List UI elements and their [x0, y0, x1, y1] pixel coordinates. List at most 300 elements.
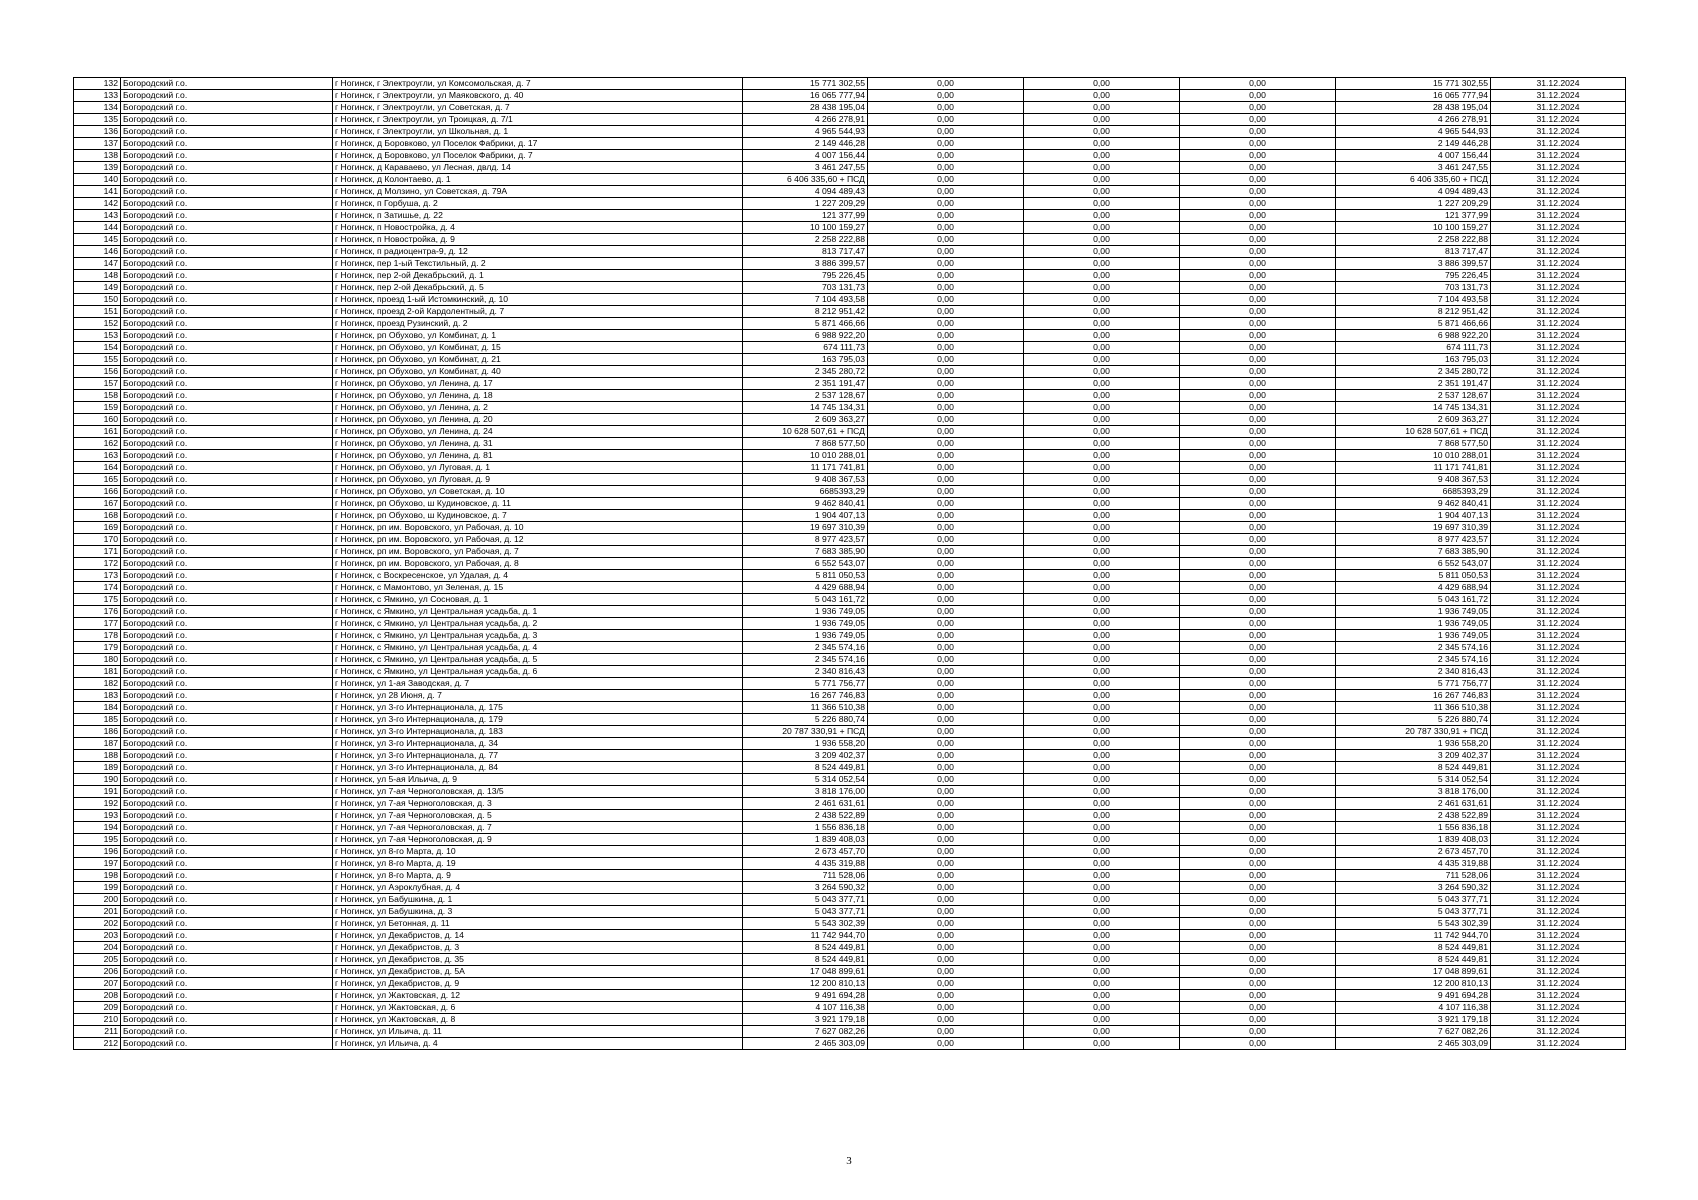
row-number: 204 [74, 942, 121, 954]
address-cell: г Ногинск, д Колонтаево, д. 1 [333, 174, 743, 186]
zero-cell: 0,00 [1024, 150, 1180, 162]
total-cell: 4 007 156,44 [743, 150, 868, 162]
zero-cell: 0,00 [1180, 726, 1336, 738]
zero-cell: 0,00 [1024, 210, 1180, 222]
row-number: 197 [74, 858, 121, 870]
zero-cell: 0,00 [1024, 186, 1180, 198]
zero-cell: 0,00 [1024, 486, 1180, 498]
amount-cell: 1 904 407,13 [1336, 510, 1491, 522]
date-cell: 31.12.2024 [1491, 114, 1626, 126]
zero-cell: 0,00 [1024, 810, 1180, 822]
zero-cell: 0,00 [1024, 846, 1180, 858]
total-cell: 1 936 749,05 [743, 606, 868, 618]
zero-cell: 0,00 [868, 774, 1024, 786]
table-row [74, 954, 1626, 966]
zero-cell: 0,00 [1180, 582, 1336, 594]
address-cell: г Ногинск, п Затишье, д. 22 [333, 210, 743, 222]
row-number: 169 [74, 522, 121, 534]
zero-cell: 0,00 [868, 786, 1024, 798]
zero-cell: 0,00 [1024, 306, 1180, 318]
zero-cell: 0,00 [1180, 306, 1336, 318]
total-cell: 9 462 840,41 [743, 498, 868, 510]
district-cell: Богородский г.о. [121, 750, 333, 762]
zero-cell: 0,00 [1024, 222, 1180, 234]
date-cell: 31.12.2024 [1491, 1026, 1626, 1038]
district-cell: Богородский г.о. [121, 978, 333, 990]
address-cell: г Ногинск, рп Обухово, ул Луговая, д. 1 [333, 462, 743, 474]
address-cell: г Ногинск, ул 3-го Интернационала, д. 84 [333, 762, 743, 774]
amount-cell: 17 048 899,61 [1336, 966, 1491, 978]
table-row [74, 330, 1626, 342]
table-row [74, 678, 1626, 690]
table-row [74, 294, 1626, 306]
zero-cell: 0,00 [1024, 282, 1180, 294]
table-row [74, 702, 1626, 714]
amount-cell: 9 408 367,53 [1336, 474, 1491, 486]
row-number: 173 [74, 570, 121, 582]
zero-cell: 0,00 [1024, 558, 1180, 570]
zero-cell: 0,00 [868, 498, 1024, 510]
amount-cell: 3 818 176,00 [1336, 786, 1491, 798]
total-cell: 8 977 423,57 [743, 534, 868, 546]
total-cell: 5 871 466,66 [743, 318, 868, 330]
date-cell: 31.12.2024 [1491, 210, 1626, 222]
zero-cell: 0,00 [1180, 678, 1336, 690]
date-cell: 31.12.2024 [1491, 570, 1626, 582]
date-cell: 31.12.2024 [1491, 798, 1626, 810]
zero-cell: 0,00 [1180, 786, 1336, 798]
table-row [74, 726, 1626, 738]
district-cell: Богородский г.о. [121, 558, 333, 570]
zero-cell: 0,00 [1180, 846, 1336, 858]
row-number: 208 [74, 990, 121, 1002]
zero-cell: 0,00 [868, 642, 1024, 654]
zero-cell: 0,00 [1024, 342, 1180, 354]
district-cell: Богородский г.о. [121, 666, 333, 678]
zero-cell: 0,00 [1180, 978, 1336, 990]
district-cell: Богородский г.о. [121, 1038, 333, 1050]
zero-cell: 0,00 [868, 378, 1024, 390]
address-cell: г Ногинск, ул 8-го Марта, д. 9 [333, 870, 743, 882]
zero-cell: 0,00 [1024, 162, 1180, 174]
zero-cell: 0,00 [868, 390, 1024, 402]
amount-cell: 3 461 247,55 [1336, 162, 1491, 174]
total-cell: 674 111,73 [743, 342, 868, 354]
amount-cell: 4 429 688,94 [1336, 582, 1491, 594]
district-cell: Богородский г.о. [121, 858, 333, 870]
row-number: 198 [74, 870, 121, 882]
zero-cell: 0,00 [868, 690, 1024, 702]
total-cell: 2 345 574,16 [743, 654, 868, 666]
table-row [74, 510, 1626, 522]
row-number: 206 [74, 966, 121, 978]
zero-cell: 0,00 [1180, 522, 1336, 534]
address-cell: г Ногинск, пер 2-ой Декабрьский, д. 5 [333, 282, 743, 294]
amount-cell: 20 787 330,91 + ПСД [1336, 726, 1491, 738]
date-cell: 31.12.2024 [1491, 606, 1626, 618]
row-number: 137 [74, 138, 121, 150]
zero-cell: 0,00 [868, 102, 1024, 114]
date-cell: 31.12.2024 [1491, 726, 1626, 738]
table-row [74, 414, 1626, 426]
date-cell: 31.12.2024 [1491, 318, 1626, 330]
row-number: 211 [74, 1026, 121, 1038]
date-cell: 31.12.2024 [1491, 294, 1626, 306]
district-cell: Богородский г.о. [121, 738, 333, 750]
row-number: 178 [74, 630, 121, 642]
date-cell: 31.12.2024 [1491, 882, 1626, 894]
table-row [74, 654, 1626, 666]
district-cell: Богородский г.о. [121, 990, 333, 1002]
table-row [74, 126, 1626, 138]
total-cell: 2 537 128,67 [743, 390, 868, 402]
date-cell: 31.12.2024 [1491, 762, 1626, 774]
date-cell: 31.12.2024 [1491, 150, 1626, 162]
amount-cell: 15 771 302,55 [1336, 78, 1491, 90]
table-row [74, 786, 1626, 798]
table-row [74, 162, 1626, 174]
district-cell: Богородский г.о. [121, 450, 333, 462]
table-row [74, 522, 1626, 534]
total-cell: 5 543 302,39 [743, 918, 868, 930]
zero-cell: 0,00 [1024, 798, 1180, 810]
zero-cell: 0,00 [1024, 414, 1180, 426]
date-cell: 31.12.2024 [1491, 510, 1626, 522]
amount-cell: 5 226 880,74 [1336, 714, 1491, 726]
amount-cell: 10 100 159,27 [1336, 222, 1491, 234]
row-number: 146 [74, 246, 121, 258]
total-cell: 17 048 899,61 [743, 966, 868, 978]
address-cell: г Ногинск, ул 7-ая Черноголовская, д. 5 [333, 810, 743, 822]
amount-cell: 7 627 082,26 [1336, 1026, 1491, 1038]
zero-cell: 0,00 [868, 270, 1024, 282]
address-cell: г Ногинск, ул Декабристов, д. 5А [333, 966, 743, 978]
zero-cell: 0,00 [868, 930, 1024, 942]
zero-cell: 0,00 [1024, 426, 1180, 438]
zero-cell: 0,00 [1024, 258, 1180, 270]
zero-cell: 0,00 [1024, 642, 1180, 654]
amount-cell: 703 131,73 [1336, 282, 1491, 294]
table-row [74, 270, 1626, 282]
zero-cell: 0,00 [1024, 102, 1180, 114]
amount-cell: 11 742 944,70 [1336, 930, 1491, 942]
district-cell: Богородский г.о. [121, 162, 333, 174]
row-number: 133 [74, 90, 121, 102]
zero-cell: 0,00 [868, 306, 1024, 318]
amount-cell: 3 209 402,37 [1336, 750, 1491, 762]
total-cell: 10 100 159,27 [743, 222, 868, 234]
row-number: 183 [74, 690, 121, 702]
amount-cell: 6 988 922,20 [1336, 330, 1491, 342]
table-row [74, 534, 1626, 546]
total-cell: 5 226 880,74 [743, 714, 868, 726]
zero-cell: 0,00 [1024, 78, 1180, 90]
address-cell: г Ногинск, с Ямкино, ул Центральная усадьба, д. 4 [333, 642, 743, 654]
total-cell: 2 465 303,09 [743, 1038, 868, 1050]
zero-cell: 0,00 [1180, 150, 1336, 162]
date-cell: 31.12.2024 [1491, 414, 1626, 426]
row-number: 160 [74, 414, 121, 426]
zero-cell: 0,00 [868, 522, 1024, 534]
total-cell: 8 524 449,81 [743, 942, 868, 954]
row-number: 149 [74, 282, 121, 294]
zero-cell: 0,00 [1024, 318, 1180, 330]
zero-cell: 0,00 [1180, 942, 1336, 954]
date-cell: 31.12.2024 [1491, 582, 1626, 594]
district-cell: Богородский г.о. [121, 882, 333, 894]
address-cell: г Ногинск, п Горбуша, д. 2 [333, 198, 743, 210]
total-cell: 2 438 522,89 [743, 810, 868, 822]
table-row [74, 834, 1626, 846]
row-number: 187 [74, 738, 121, 750]
zero-cell: 0,00 [1024, 894, 1180, 906]
total-cell: 3 209 402,37 [743, 750, 868, 762]
total-cell: 1 936 749,05 [743, 630, 868, 642]
district-cell: Богородский г.о. [121, 714, 333, 726]
date-cell: 31.12.2024 [1491, 126, 1626, 138]
zero-cell: 0,00 [1180, 558, 1336, 570]
row-number: 136 [74, 126, 121, 138]
row-number: 140 [74, 174, 121, 186]
table-row [74, 594, 1626, 606]
total-cell: 2 609 363,27 [743, 414, 868, 426]
zero-cell: 0,00 [868, 978, 1024, 990]
total-cell: 7 627 082,26 [743, 1026, 868, 1038]
amount-cell: 4 266 278,91 [1336, 114, 1491, 126]
zero-cell: 0,00 [1024, 1026, 1180, 1038]
zero-cell: 0,00 [1180, 834, 1336, 846]
table-row [74, 918, 1626, 930]
address-cell: г Ногинск, ул Декабристов, д. 9 [333, 978, 743, 990]
date-cell: 31.12.2024 [1491, 786, 1626, 798]
district-cell: Богородский г.о. [121, 354, 333, 366]
zero-cell: 0,00 [868, 354, 1024, 366]
zero-cell: 0,00 [868, 630, 1024, 642]
zero-cell: 0,00 [1024, 534, 1180, 546]
zero-cell: 0,00 [1180, 762, 1336, 774]
amount-cell: 8 524 449,81 [1336, 762, 1491, 774]
total-cell: 2 345 574,16 [743, 642, 868, 654]
address-cell: г Ногинск, д Боровково, ул Поселок Фабрики, д. 7 [333, 150, 743, 162]
zero-cell: 0,00 [1024, 510, 1180, 522]
zero-cell: 0,00 [868, 990, 1024, 1002]
zero-cell: 0,00 [1180, 1026, 1336, 1038]
zero-cell: 0,00 [868, 966, 1024, 978]
zero-cell: 0,00 [1024, 522, 1180, 534]
total-cell: 703 131,73 [743, 282, 868, 294]
row-number: 185 [74, 714, 121, 726]
district-cell: Богородский г.о. [121, 522, 333, 534]
table-row [74, 210, 1626, 222]
row-number: 176 [74, 606, 121, 618]
total-cell: 12 200 810,13 [743, 978, 868, 990]
zero-cell: 0,00 [868, 810, 1024, 822]
row-number: 156 [74, 366, 121, 378]
district-cell: Богородский г.о. [121, 846, 333, 858]
total-cell: 7 868 577,50 [743, 438, 868, 450]
zero-cell: 0,00 [1024, 954, 1180, 966]
table-row [74, 390, 1626, 402]
amount-cell: 5 811 050,53 [1336, 570, 1491, 582]
district-cell: Богородский г.о. [121, 930, 333, 942]
amount-cell: 12 200 810,13 [1336, 978, 1491, 990]
zero-cell: 0,00 [1180, 102, 1336, 114]
address-cell: г Ногинск, рп Обухово, ул Ленина, д. 20 [333, 414, 743, 426]
zero-cell: 0,00 [1180, 546, 1336, 558]
zero-cell: 0,00 [868, 210, 1024, 222]
zero-cell: 0,00 [1180, 882, 1336, 894]
zero-cell: 0,00 [1024, 762, 1180, 774]
row-number: 190 [74, 774, 121, 786]
total-cell: 3 264 590,32 [743, 882, 868, 894]
address-cell: г Ногинск, ул 3-го Интернационала, д. 183 [333, 726, 743, 738]
zero-cell: 0,00 [1024, 174, 1180, 186]
table-row [74, 666, 1626, 678]
district-cell: Богородский г.о. [121, 546, 333, 558]
date-cell: 31.12.2024 [1491, 78, 1626, 90]
amount-cell: 9 491 694,28 [1336, 990, 1491, 1002]
amount-cell: 1 839 408,03 [1336, 834, 1491, 846]
date-cell: 31.12.2024 [1491, 750, 1626, 762]
zero-cell: 0,00 [1180, 774, 1336, 786]
table-row [74, 570, 1626, 582]
zero-cell: 0,00 [1180, 222, 1336, 234]
amount-cell: 16 267 746,83 [1336, 690, 1491, 702]
zero-cell: 0,00 [1024, 90, 1180, 102]
address-cell: г Ногинск, проезд 1-ый Истомкинский, д. 10 [333, 294, 743, 306]
address-cell: г Ногинск, ул 7-ая Черноголовская, д. 3 [333, 798, 743, 810]
zero-cell: 0,00 [1180, 486, 1336, 498]
row-number: 207 [74, 978, 121, 990]
zero-cell: 0,00 [1024, 474, 1180, 486]
amount-cell: 795 226,45 [1336, 270, 1491, 282]
address-cell: г Ногинск, ул 5-ая Ильича, д. 9 [333, 774, 743, 786]
date-cell: 31.12.2024 [1491, 678, 1626, 690]
address-cell: г Ногинск, ул 7-ая Черноголовская, д. 9 [333, 834, 743, 846]
address-cell: г Ногинск, ул 7-ая Черноголовская, д. 13/5 [333, 786, 743, 798]
date-cell: 31.12.2024 [1491, 378, 1626, 390]
row-number: 179 [74, 642, 121, 654]
table-row [74, 690, 1626, 702]
amount-cell: 5 543 302,39 [1336, 918, 1491, 930]
address-cell: г Ногинск, рп Обухово, ул Комбинат, д. 21 [333, 354, 743, 366]
zero-cell: 0,00 [1180, 906, 1336, 918]
district-cell: Богородский г.о. [121, 786, 333, 798]
date-cell: 31.12.2024 [1491, 690, 1626, 702]
address-cell: г Ногинск, рп Обухово, ул Луговая, д. 9 [333, 474, 743, 486]
zero-cell: 0,00 [868, 126, 1024, 138]
zero-cell: 0,00 [868, 282, 1024, 294]
date-cell: 31.12.2024 [1491, 534, 1626, 546]
table-row [74, 462, 1626, 474]
district-cell: Богородский г.о. [121, 678, 333, 690]
date-cell: 31.12.2024 [1491, 270, 1626, 282]
total-cell: 2 345 280,72 [743, 366, 868, 378]
district-cell: Богородский г.о. [121, 486, 333, 498]
zero-cell: 0,00 [868, 1026, 1024, 1038]
address-cell: г Ногинск, ул 7-ая Черноголовская, д. 7 [333, 822, 743, 834]
amount-cell: 2 465 303,09 [1336, 1038, 1491, 1050]
address-cell: г Ногинск, рп им. Воровского, ул Рабочая, д. 8 [333, 558, 743, 570]
table-row [74, 498, 1626, 510]
row-number: 195 [74, 834, 121, 846]
row-number: 199 [74, 882, 121, 894]
address-cell: г Ногинск, с Ямкино, ул Центральная усадьба, д. 3 [333, 630, 743, 642]
district-cell: Богородский г.о. [121, 414, 333, 426]
address-cell: г Ногинск, пер 1-ый Текстильный, д. 2 [333, 258, 743, 270]
address-cell: г Ногинск, г Электроугли, ул Троицкая, д. 7/1 [333, 114, 743, 126]
page-number: 3 [846, 1155, 852, 1167]
date-cell: 31.12.2024 [1491, 354, 1626, 366]
amount-cell: 2 673 457,70 [1336, 846, 1491, 858]
date-cell: 31.12.2024 [1491, 330, 1626, 342]
address-cell: г Ногинск, рп Обухово, ул Ленина, д. 81 [333, 450, 743, 462]
zero-cell: 0,00 [1180, 534, 1336, 546]
amount-cell: 11 366 510,38 [1336, 702, 1491, 714]
total-cell: 3 921 179,18 [743, 1014, 868, 1026]
zero-cell: 0,00 [868, 318, 1024, 330]
address-cell: г Ногинск, рп Обухово, ул Комбинат, д. 40 [333, 366, 743, 378]
zero-cell: 0,00 [1180, 822, 1336, 834]
total-cell: 8 212 951,42 [743, 306, 868, 318]
date-cell: 31.12.2024 [1491, 954, 1626, 966]
total-cell: 5 811 050,53 [743, 570, 868, 582]
row-number: 152 [74, 318, 121, 330]
total-cell: 16 065 777,94 [743, 90, 868, 102]
district-cell: Богородский г.о. [121, 78, 333, 90]
zero-cell: 0,00 [868, 834, 1024, 846]
zero-cell: 0,00 [868, 822, 1024, 834]
zero-cell: 0,00 [1180, 138, 1336, 150]
amount-cell: 3 921 179,18 [1336, 1014, 1491, 1026]
row-number: 171 [74, 546, 121, 558]
zero-cell: 0,00 [1180, 174, 1336, 186]
date-cell: 31.12.2024 [1491, 858, 1626, 870]
total-cell: 5 314 052,54 [743, 774, 868, 786]
date-cell: 31.12.2024 [1491, 474, 1626, 486]
amount-cell: 19 697 310,39 [1336, 522, 1491, 534]
row-number: 142 [74, 198, 121, 210]
amount-cell: 2 258 222,88 [1336, 234, 1491, 246]
amount-cell: 4 094 489,43 [1336, 186, 1491, 198]
district-cell: Богородский г.о. [121, 894, 333, 906]
row-number: 189 [74, 762, 121, 774]
row-number: 164 [74, 462, 121, 474]
zero-cell: 0,00 [868, 222, 1024, 234]
table-row [74, 138, 1626, 150]
table-row [74, 774, 1626, 786]
zero-cell: 0,00 [868, 858, 1024, 870]
address-cell: г Ногинск, ул Жактовская, д. 8 [333, 1014, 743, 1026]
date-cell: 31.12.2024 [1491, 90, 1626, 102]
date-cell: 31.12.2024 [1491, 486, 1626, 498]
table-body [74, 78, 1626, 1050]
district-cell: Богородский г.о. [121, 210, 333, 222]
date-cell: 31.12.2024 [1491, 906, 1626, 918]
zero-cell: 0,00 [1180, 354, 1336, 366]
table-row [74, 630, 1626, 642]
address-cell: г Ногинск, ул Декабристов, д. 35 [333, 954, 743, 966]
district-cell: Богородский г.о. [121, 1002, 333, 1014]
district-cell: Богородский г.о. [121, 606, 333, 618]
zero-cell: 0,00 [1180, 198, 1336, 210]
date-cell: 31.12.2024 [1491, 642, 1626, 654]
table-row [74, 450, 1626, 462]
amount-cell: 5 043 161,72 [1336, 594, 1491, 606]
address-cell: г Ногинск, с Воскресенское, ул Удалая, д. 4 [333, 570, 743, 582]
zero-cell: 0,00 [1180, 162, 1336, 174]
address-cell: г Ногинск, ул 3-го Интернационала, д. 77 [333, 750, 743, 762]
